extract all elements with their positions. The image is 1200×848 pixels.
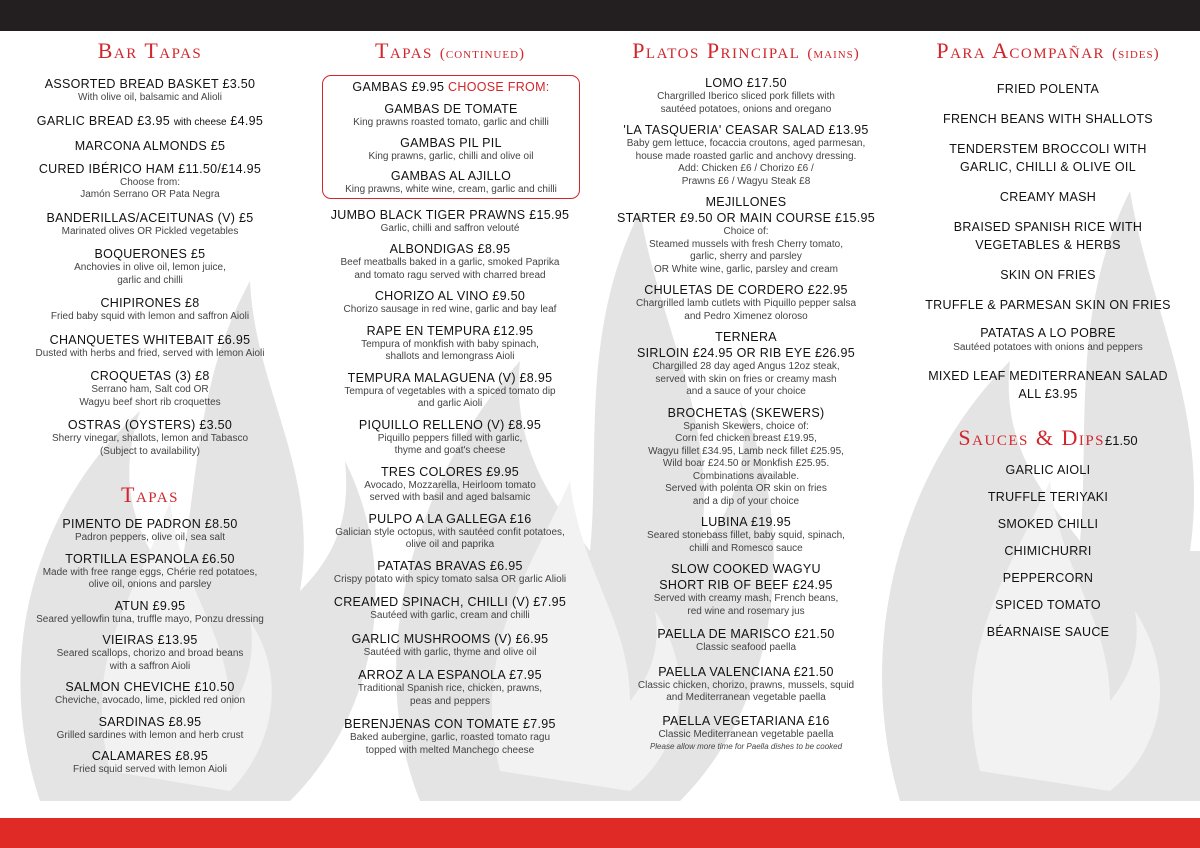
menu-item [0, 714, 300, 743]
item-desc: Steamed mussels with fresh Cherry tomato, [649, 238, 843, 250]
item-desc: Tempura of monkfish with baby spinach, [361, 338, 539, 350]
item-desc: thyme and goat's cheese [394, 445, 506, 456]
menu-item [0, 332, 300, 361]
item-name: ALBONDIGAS £8.95 [389, 242, 511, 256]
menu-item [300, 370, 600, 411]
side-item: BRAISED SPANISH RICE WITH [953, 220, 1143, 234]
item-name: CROQUETAS (3) £8 [90, 369, 210, 383]
item-name: VIEIRAS £13.95 [102, 633, 198, 647]
menu-item [300, 323, 600, 364]
item-desc: Wild boar £24.50 or Monkfish £25.95. [662, 458, 830, 469]
item-desc: and tomato ragu served with charred bread [354, 269, 546, 281]
item-name: SARDINAS £8.95 [98, 714, 202, 729]
item-name: SALMON CHEVICHE £10.50 [65, 680, 235, 694]
item-name: BANDERILLAS/ACEITUNAS (V) £5 [46, 210, 254, 225]
item-desc: Seared stonebass fillet, baby squid, spinach, [647, 530, 845, 541]
item-name: RAPE EN TEMPURA £12.95 [366, 323, 534, 338]
menu-item [0, 748, 300, 777]
side-item: FRIED POLENTA [996, 82, 1100, 96]
sauce-item: PEPPERCORN [1002, 570, 1094, 585]
gambas-header [323, 79, 579, 95]
item-desc: Crispy potato with spicy tomato salsa OR garlic Alioli [333, 573, 567, 585]
item-desc: Marinated olives OR Pickled vegetables [61, 225, 239, 237]
menu-item [0, 417, 300, 458]
menu-item [300, 594, 600, 623]
item-name: TRES COLORES £9.95 [380, 464, 520, 479]
item-desc: Chargrilled Iberico sliced pork fillets with [657, 91, 835, 102]
item-name: BOQUERONES £5 [94, 247, 206, 261]
menu-item [596, 626, 896, 655]
menu-item [596, 561, 896, 618]
item-name: CALAMARES £8.95 [91, 749, 209, 763]
item-name: CURED IBÉRICO HAM £11.50/£14.95 [38, 161, 262, 176]
item-name: JUMBO BLACK TIGER PRAWNS £15.95 [330, 207, 570, 222]
section-title-tapas: Tapas [121, 482, 179, 507]
menu-item [596, 122, 896, 188]
gambas-box [322, 75, 580, 199]
item-name: TORTILLA ESPANOLA £6.50 [65, 551, 235, 566]
menu-item [596, 329, 896, 399]
sauces-price: £1.50 [1105, 432, 1138, 448]
item-desc: Sherry vinegar, shallots, lemon and Tabasco [51, 433, 249, 444]
item-desc: Classic Mediterranean vegetable paella [658, 728, 834, 740]
item-desc: Fried baby squid with lemon and saffron Aioli [50, 311, 250, 322]
item-desc: Sautéed with garlic, cream and chilli [370, 610, 530, 621]
section-title-text: Sauces & Dips [958, 424, 1106, 450]
item-desc: and Pedro Ximenez oloroso [684, 310, 808, 322]
menu-item [300, 241, 600, 282]
item-desc: Tempura of vegetables with a spiced tomato dip [344, 385, 556, 397]
menu-item [300, 464, 600, 505]
side-item: PATATAS A LO POBRE [980, 326, 1116, 340]
section-title-sauces [896, 425, 1200, 454]
item-name: CHULETAS DE CORDERO £22.95 [644, 283, 848, 297]
item-desc: Classic seafood paella [695, 642, 797, 653]
menu-item [0, 598, 300, 627]
section-title-bar-tapas: Bar Tapas [97, 38, 203, 63]
column-tapas-continued [300, 38, 600, 757]
item-with-cheese: with cheese [173, 116, 227, 128]
item-name: STARTER £9.50 OR MAIN COURSE £15.95 [616, 211, 876, 225]
item-desc: Wagyu fillet £34.95, Lamb neck fillet £25.95, [648, 445, 844, 457]
side-item: CREAMY MASH [999, 190, 1097, 204]
side-item: TENDERSTEM BROCCOLI WITH [949, 142, 1147, 156]
menu-item [0, 632, 300, 673]
section-title-text: Para Acompañar [936, 38, 1106, 63]
menu-item [0, 113, 300, 131]
item-desc: Jamón Serrano OR Pata Negra [80, 189, 220, 200]
item-desc: peas and peppers [409, 695, 491, 707]
item-name: SHORT RIB OF BEEF £24.95 [659, 578, 833, 592]
item-desc: Wagyu beef short rib croquettes [79, 396, 221, 408]
item-desc: Spanish Skewers, choice of: [683, 420, 809, 432]
item-desc: Corn fed chicken breast £19.95, [675, 433, 817, 444]
item-desc: Beef meatballs baked in a garlic, smoked Paprika [340, 257, 560, 268]
side-item: ALL £3.95 [1018, 386, 1078, 401]
item-desc: sautéed potatoes, onions and oregano [660, 103, 832, 115]
menu-item [596, 194, 896, 276]
item-name: ASSORTED BREAD BASKET £3.50 [44, 77, 256, 91]
menu-item [0, 516, 300, 545]
item-name: PATATAS BRAVAS £6.95 [377, 558, 523, 573]
menu-item [300, 511, 600, 552]
item-name: PIQUILLO RELLENO (V) £8.95 [358, 417, 542, 432]
menu-item [0, 210, 300, 239]
sauce-item: SMOKED CHILLI [997, 516, 1099, 531]
sauce-item: GARLIC AIOLI [1005, 462, 1091, 477]
item-desc: Galician style octopus, with sautéed confit potatoes, [335, 526, 565, 538]
menu-item [0, 246, 300, 287]
item-name: TERNERA [715, 330, 777, 344]
item-desc: Piquillo peppers filled with garlic, [377, 432, 523, 444]
menu-item [596, 713, 896, 742]
side-item: MIXED LEAF MEDITERRANEAN SALAD [928, 368, 1168, 383]
item-desc: Cheviche, avocado, lime, pickled red onion [54, 695, 246, 706]
item-desc: house made roasted garlic and anchovy dressing. [635, 150, 857, 162]
item-name: ARROZ A LA ESPANOLA £7.95 [358, 668, 542, 682]
section-title-tapas-continued [300, 38, 600, 67]
item-desc: Prawns £6 / Wagyu Steak £8 [681, 175, 811, 187]
item-name: PAELLA DE MARISCO £21.50 [657, 627, 835, 641]
item-name: LUBINA £19.95 [700, 515, 792, 529]
gambas-choose: CHOOSE FROM: [448, 80, 550, 94]
item-name: CREAMED SPINACH, CHILLI (V) £7.95 [333, 595, 567, 609]
item-name: PULPO A LA GALLEGA £16 [368, 511, 532, 526]
item-name: PIMENTO DE PADRON £8.50 [62, 517, 238, 531]
menu-item [596, 75, 896, 116]
item-desc: garlic and chilli [117, 274, 183, 286]
item-name: CHORIZO AL VINO £9.50 [374, 289, 526, 303]
item-desc: Served with polenta OR skin on fries [665, 483, 827, 494]
section-title-text: Platos Principal [632, 38, 801, 63]
item-desc: and garlic Aioli [417, 398, 483, 409]
item-desc: shallots and lemongrass Aioli [385, 351, 515, 362]
item-desc: Grilled sardines with lemon and herb crust [56, 729, 244, 741]
item-desc: Baby gem lettuce, focaccia croutons, aged parmesan, [626, 138, 866, 149]
item-desc: Add: Chicken £6 / Chorizo £6 / [678, 163, 814, 174]
column-platos-principal [596, 38, 896, 752]
item-desc: Padron peppers, olive oil, sea salt [74, 532, 226, 543]
item-desc: Traditional Spanish rice, chicken, prawns, [357, 683, 543, 694]
item-desc: (Subject to availability) [99, 445, 201, 457]
menu-item [0, 161, 300, 202]
item-desc: Fried squid served with lemon Aioli [73, 764, 227, 775]
menu-item [300, 716, 600, 757]
menu-item [596, 664, 896, 705]
item-name: OSTRAS (OYSTERS) £3.50 [67, 418, 233, 432]
item-desc: and a sauce of your choice [686, 386, 806, 397]
item-desc: Made with free range eggs, Chérie red potatoes, [42, 566, 258, 578]
item-desc: topped with melted Manchego cheese [365, 744, 535, 756]
menu-item [596, 282, 896, 323]
item-desc: and a dip of your choice [692, 495, 800, 507]
menu-item [300, 207, 600, 236]
side-item: SKIN ON FRIES [1000, 268, 1096, 282]
item-name: CHIPIRONES £8 [100, 296, 200, 310]
menu-item [300, 558, 600, 587]
sauce-item: CHIMICHURRI [1004, 543, 1092, 558]
sauce-item: BÉARNAISE SAUCE [986, 624, 1110, 639]
side-item-desc: Sautéed potatoes with onions and peppers [953, 342, 1143, 353]
item-name: SIRLOIN £24.95 OR RIB EYE £26.95 [636, 346, 856, 360]
gambas-name: GAMBAS £9.95 [352, 80, 445, 94]
menu-item [596, 514, 896, 555]
sauce-item: TRUFFLE TERIYAKI [987, 489, 1109, 504]
item-desc: Choice of: [723, 226, 769, 237]
item-name: MARCONA ALMONDS £5 [74, 138, 226, 153]
side-item: FRENCH BEANS WITH SHALLOTS [943, 112, 1153, 126]
item-desc: Combinations available. [692, 470, 800, 482]
item-desc: served with basil and aged balsamic [369, 492, 531, 503]
gambas-option-desc: King prawns, garlic, chilli and olive oil [368, 150, 534, 162]
sauce-item: SPICED TOMATO [995, 597, 1101, 612]
item-desc: Serrano ham, Salt cod OR [91, 384, 209, 395]
item-name-text: GARLIC BREAD £3.95 [36, 113, 171, 128]
item-desc: Seared scallops, chorizo and broad beans [56, 648, 244, 659]
section-title-para-acompanar [896, 38, 1200, 67]
item-desc: served with skin on fries or creamy mash [655, 373, 837, 385]
item-desc: Chorizo sausage in red wine, garlic and bay leaf [343, 304, 557, 315]
item-name: TEMPURA MALAGUENA (V) £8.95 [347, 370, 553, 385]
item-desc: garlic, sherry and parsley [690, 251, 802, 262]
item-name: PAELLA VALENCIANA £21.50 [658, 664, 834, 679]
menu-item [0, 368, 300, 409]
menu-item [300, 667, 600, 708]
item-desc: Served with creamy mash, French beans, [653, 593, 839, 604]
column-bar-tapas [0, 38, 300, 777]
item-desc: and Mediterranean vegetable paella [666, 692, 826, 703]
item-desc: with a saffron Aioli [109, 660, 191, 672]
gambas-option-name: GAMBAS AL AJILLO [390, 169, 512, 183]
item-name: BERENJENAS CON TOMATE £7.95 [344, 717, 556, 731]
menu-item [300, 417, 600, 458]
side-item: VEGETABLES & HERBS [975, 238, 1121, 252]
item-extra-price: £4.95 [230, 113, 264, 128]
menu-item [0, 76, 300, 105]
item-desc: Sautéed with garlic, thyme and olive oil [363, 646, 537, 658]
paella-note: Please allow more time for Paella dishes to be cooked [649, 742, 843, 751]
menu-item [0, 138, 300, 154]
side-item: TRUFFLE & PARMESAN SKIN ON FRIES [925, 298, 1171, 312]
side-item: GARLIC, CHILLI & OLIVE OIL [960, 160, 1136, 174]
item-name: PAELLA VEGETARIANA £16 [662, 713, 830, 728]
item-desc: Choose from: [119, 176, 181, 188]
item-name: CHANQUETES WHITEBAIT £6.95 [49, 332, 251, 347]
item-desc: Classic chicken, chorizo, prawns, mussels, squid [637, 679, 855, 691]
item-desc: olive oil and paprika [405, 539, 495, 550]
menu-item [0, 679, 300, 708]
item-desc: Seared yellowfin tuna, truffle mayo, Ponzu dressing [36, 613, 264, 625]
column-para-acompanar [896, 38, 1200, 641]
bottom-bar [0, 818, 1200, 848]
item-desc: Chargilled 28 day aged Angus 12oz steak, [652, 361, 840, 372]
item-name: ATUN £9.95 [114, 598, 186, 613]
section-title-sub: (mains) [807, 46, 860, 62]
gambas-option-name: GAMBAS DE TOMATE [384, 102, 518, 116]
menu-item [300, 631, 600, 660]
item-desc: OR White wine, garlic, parsley and cream [654, 263, 838, 275]
item-name: 'LA TASQUERIA' CEASAR SALAD £13.95 [623, 123, 869, 137]
item-desc: Avocado, Mozzarella, Heirloom tomato [364, 479, 536, 491]
section-title-sub: (sides) [1112, 46, 1160, 62]
gambas-option-desc: King prawns roasted tomato, garlic and chilli [353, 117, 549, 128]
item-desc: Chargrilled lamb cutlets with Piquillo pepper salsa [635, 298, 857, 309]
item-desc: Garlic, chilli and saffron velouté [380, 222, 520, 234]
item-name: SLOW COOKED WAGYU [671, 562, 821, 576]
menu-item [0, 551, 300, 592]
item-name [0, 113, 300, 131]
section-title-text: Tapas [374, 38, 433, 63]
section-title-sub: (continued) [439, 46, 526, 62]
item-desc: red wine and rosemary jus [687, 605, 805, 617]
item-name: BROCHETAS (SKEWERS) [667, 405, 825, 420]
menu-item [596, 405, 896, 509]
menu-item [300, 288, 600, 317]
item-name: LOMO £17.50 [705, 76, 787, 90]
top-bar [0, 0, 1200, 31]
section-title-platos-principal [596, 38, 896, 67]
item-desc: Dusted with herbs and fried, served with lemon Aioli [35, 347, 265, 359]
menu-item [0, 295, 300, 324]
item-desc: With olive oil, balsamic and Alioli [78, 92, 222, 103]
gambas-option-desc: King prawns, white wine, cream, garlic and chilli [345, 184, 557, 195]
item-desc: chilli and Romesco sauce [689, 542, 803, 554]
item-name: MEJILLONES [705, 195, 787, 209]
item-desc: olive oil, onions and parsley [88, 579, 212, 590]
item-desc: Baked aubergine, garlic, roasted tomato ragu [349, 732, 551, 743]
item-name: GARLIC MUSHROOMS (V) £6.95 [351, 631, 549, 646]
item-desc: Anchovies in olive oil, lemon juice, [74, 262, 226, 273]
gambas-option-name: GAMBAS PIL PIL [400, 135, 502, 150]
